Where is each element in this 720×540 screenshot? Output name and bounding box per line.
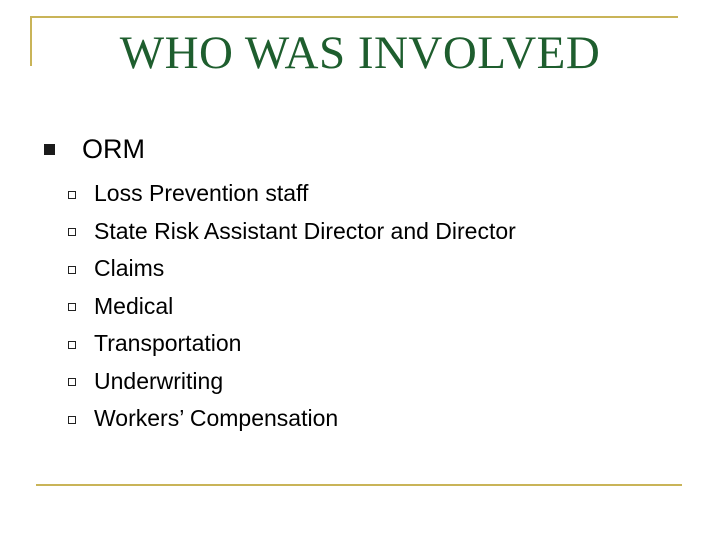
hollow-square-bullet-icon [68, 416, 76, 424]
list-item-label: Underwriting [94, 367, 224, 394]
list-item [68, 250, 516, 288]
hollow-square-bullet-icon [68, 228, 76, 236]
list-item-label: State Risk Assistant Director and Director [94, 217, 516, 244]
list-item [68, 363, 516, 401]
hollow-square-bullet-icon [68, 266, 76, 274]
list-item [68, 213, 516, 251]
hollow-square-bullet-icon [68, 303, 76, 311]
list-item-label: Claims [94, 255, 165, 282]
hollow-square-bullet-icon [68, 341, 76, 349]
hollow-square-bullet-icon [68, 191, 76, 199]
list-item [68, 325, 516, 363]
list-item-label: Medical [94, 292, 174, 319]
list-item [68, 175, 516, 213]
bullet-label: ORM [82, 134, 145, 164]
list-item [68, 400, 516, 438]
list-item [68, 288, 516, 326]
list-item-label: Transportation [94, 330, 242, 357]
frame-line-top [30, 16, 678, 18]
hollow-square-bullet-icon [68, 378, 76, 386]
frame-line-bottom [36, 484, 682, 486]
slide-title: WHO WAS INVOLVED [119, 27, 601, 79]
bullet-orm [44, 134, 145, 165]
filled-square-bullet-icon [44, 144, 55, 155]
list-item-label: Loss Prevention staff [94, 180, 309, 207]
list-item-label: Workers’ Compensation [94, 405, 339, 432]
sub-bullet-list [68, 175, 516, 438]
